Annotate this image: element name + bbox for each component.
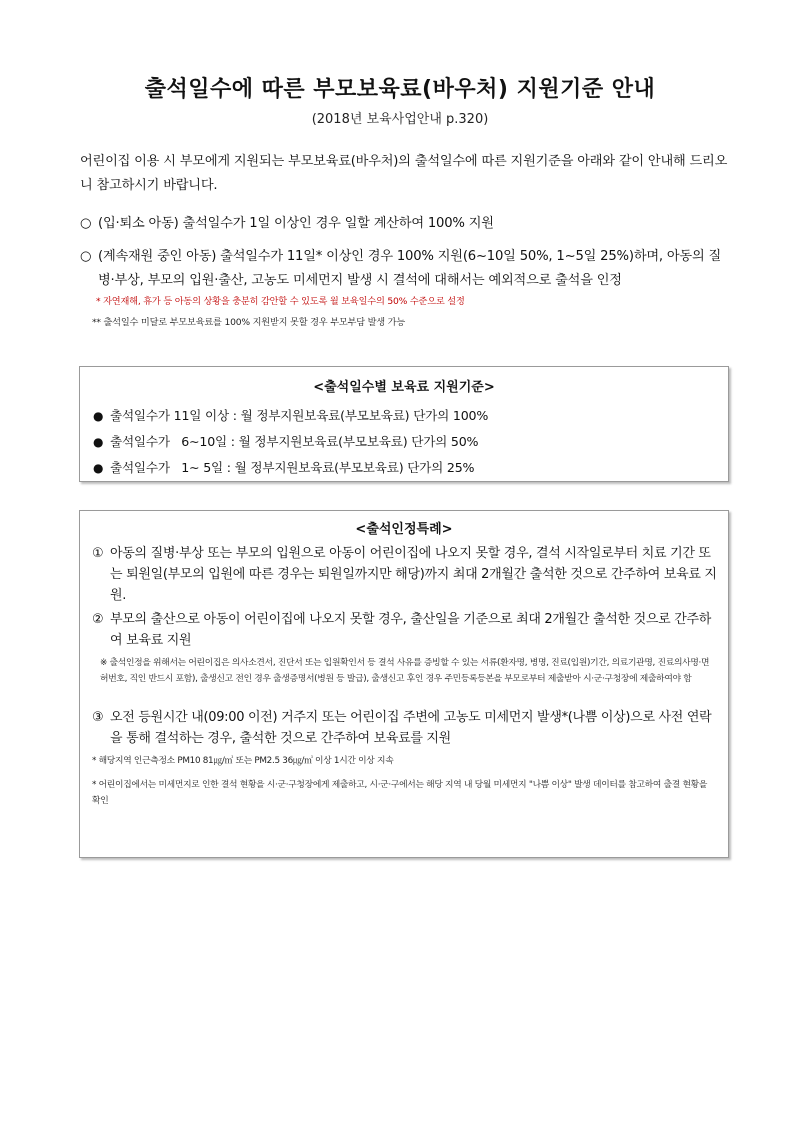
proof-documents-note: ※ 출석인정을 위해서는 어린이집은 의사소견서, 진단서 또는 입원확인서 등 결석 사유를 증빙할 수 있는 서류(환자명, 병명, 진료(입원)기간, 의료기관명, 진료의사명·면허번호, 직인 반드시 포함), 출생신고 전인 경우 출생증명서(병원 등 발급), 출생신고 후인 경우 주민등록등본을 부모로부터 제출받아 시·군·구청장에 제출하여야 함 <box>100 658 710 684</box>
page-subtitle: (2018년 보육사업안내 p.320) <box>311 112 489 127</box>
circle-bullet-icon: ○ <box>80 249 92 264</box>
standards-row-text: 출석일수가 11일 이상 : 월 정부지원보육료(부모보육료) 단가의 100% <box>110 408 489 423</box>
circle-bullet-icon: ○ <box>80 216 92 231</box>
policy-item-admission <box>80 212 730 236</box>
exceptions-box <box>79 510 729 858</box>
standards-row-text: 출석일수가 6∼10일 : 월 정부지원보육료(부모보육료) 단가의 50% <box>110 434 479 449</box>
intro-paragraph: 어린이집 이용 시 부모에게 지원되는 부모보육료(바우처)의 출석일수에 따른 지원기준을 아래와 같이 안내해 드리오니 참고하시기 바랍니다. <box>80 154 728 193</box>
standards-row <box>80 403 728 429</box>
item-number: ① <box>92 546 104 561</box>
bullet-dot-icon: ● <box>93 435 104 449</box>
standards-box <box>79 366 729 482</box>
standards-row <box>80 455 728 481</box>
fine-dust-report-note: * 어린이집에서는 미세먼지로 인한 결석 현황을 시·군·구청장에게 제출하고, 시·군·구에서는 해당 지역 내 당월 미세먼지 "나쁨 이상" 발생 데이터를 참고하여 출결 현황을 확인 <box>92 780 708 806</box>
exception-item-birth <box>92 609 720 651</box>
bullet-dot-icon: ● <box>93 409 104 423</box>
exception-text: 오전 등원시간 내(09:00 이전) 거주지 또는 어린이집 주변에 고농도 미세먼지 발생*(나쁨 이상)으로 사전 연락을 통해 결석하는 경우, 출석한 것으로 간주하여 보육료를 지원 <box>110 710 712 746</box>
policy-item-text: (계속재원 중인 아동) 출석일수가 11일* 이상인 경우 100% 지원(6~10일 50%, 1~5일 25%)하며, 아동의 질병·부상, 부모의 입원·출산, 고농도 미세먼지 발생 시 결석에 대해서는 예외적으로 출석을 인정 <box>98 249 722 288</box>
exceptions-heading: <출석인정특례> <box>355 522 453 537</box>
footnote-black: ** 출석일수 미달로 부모보육료를 100% 지원받지 못할 경우 부모부담 발생 가능 <box>92 317 406 328</box>
exception-text: 부모의 출산으로 아동이 어린이집에 나오지 못할 경우, 출산일을 기준으로 최대 2개월간 출석한 것으로 간주하여 보육료 지원 <box>110 612 711 648</box>
policy-item-text: (입·퇴소 아동) 출석일수가 1일 이상인 경우 일할 계산하여 100% 지원 <box>98 216 494 231</box>
standards-heading: <출석일수별 보육료 지원기준> <box>313 380 495 395</box>
item-number: ② <box>92 612 104 627</box>
standards-row-text: 출석일수가 1∼ 5일 : 월 정부지원보육료(부모보육료) 단가의 25% <box>110 460 475 475</box>
standards-list <box>80 403 728 481</box>
exception-item-fine-dust <box>92 707 720 749</box>
exception-text: 아동의 질병·부상 또는 부모의 입원으로 아동이 어린이집에 나오지 못할 경우, 결석 시작일로부터 치료 기간 또는 퇴원일(부모의 입원에 따른 경우는 퇴원일까지만 해당)까지 최대 2개월간 출석한 것으로 간주하여 보육료 지원. <box>110 546 717 603</box>
fine-dust-criteria-note: * 해당지역 인근측정소 PM10 81㎍/㎥ 또는 PM2.5 36㎍/㎥ 이상 1시간 이상 지속 <box>92 756 394 766</box>
standards-row <box>80 429 728 455</box>
exception-item-illness <box>92 543 720 606</box>
bullet-dot-icon: ● <box>93 461 104 475</box>
footnote-red: * 자연재해, 휴가 등 아동의 상황을 충분히 감안할 수 있도록 월 보육일수의 50% 수준으로 설정 <box>96 296 465 307</box>
policy-item-continuing <box>80 245 730 293</box>
page-title: 출석일수에 따른 부모보육료(바우처) 지원기준 안내 <box>144 77 656 102</box>
item-number: ③ <box>92 710 104 725</box>
